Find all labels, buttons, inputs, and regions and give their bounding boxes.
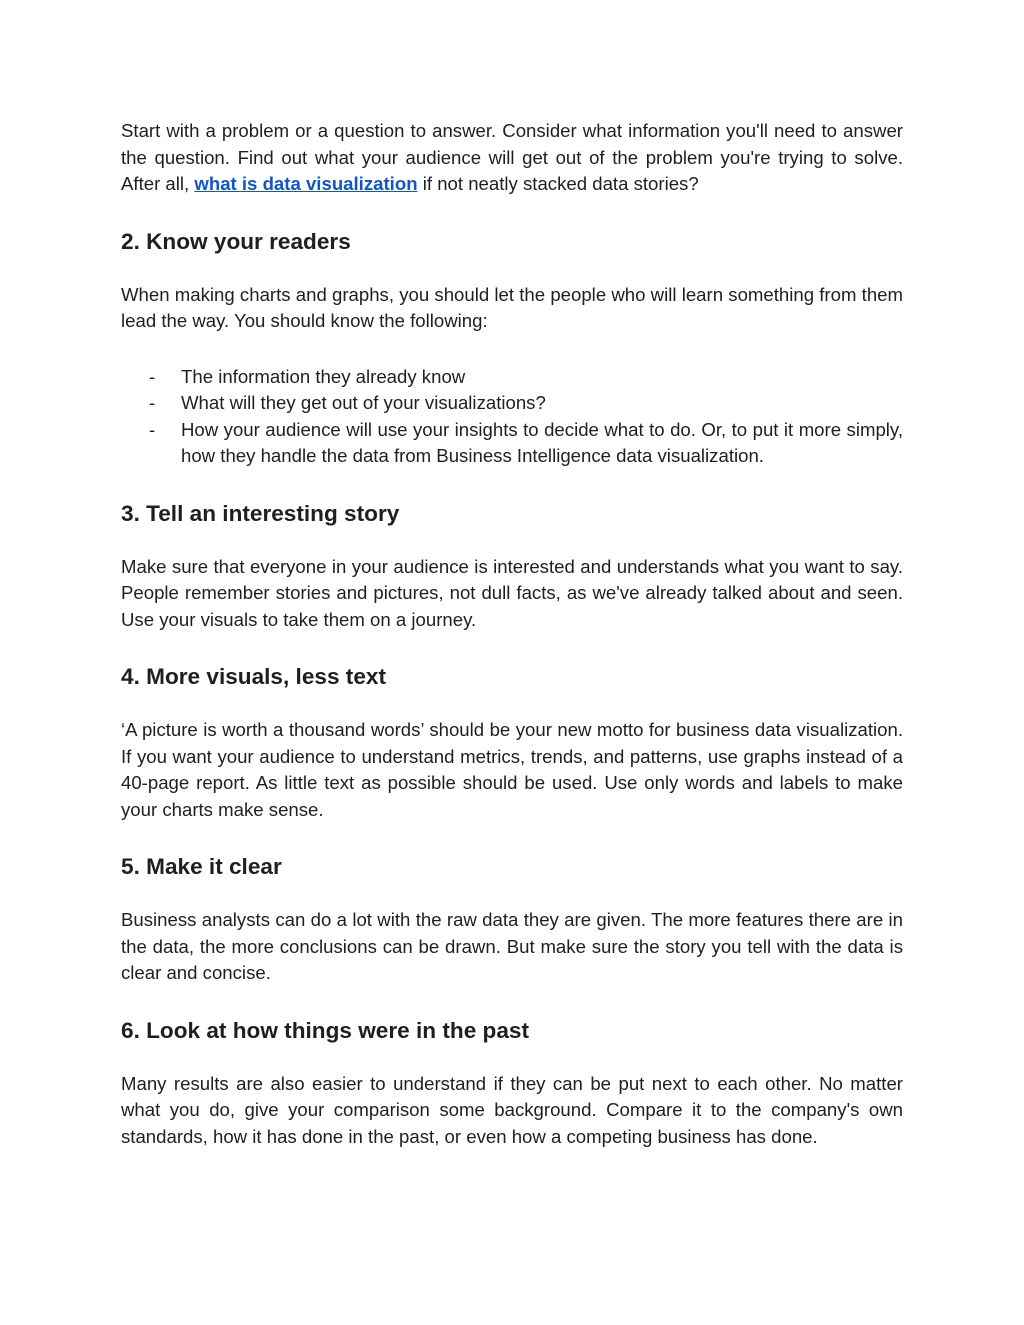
intro-text-end: if not neatly stacked data stories? [417,173,699,194]
look-at-past-paragraph: Many results are also easier to understand if they can be put next to each other. No matter what you do, give your comparison some background. Compare it to the company's own standards, how it has done in the past, or even how a competing business has done. [121,1072,903,1147]
more-visuals-paragraph: ‘A picture is worth a thousand words’ should be your new motto for business data visualization. If you want your audience to understand metrics, trends, and patterns, use graphs instead of a 40-page report. As little text as possible should be used. Use only words and labels to make your charts make sense. [121,719,903,820]
list-item-text: What will they get out of your visualizations? [181,392,546,413]
list-item [121,364,903,391]
dash-bullet: - [149,392,156,413]
heading-look-at-past: 6. Look at how things were in the past [121,1017,529,1043]
list-item-text: How your audience will use your insights to decide what to do. Or, to put it more simply, how they handle the data from Business Intelligence data visualization. [181,418,903,466]
intro-text-start: Start with a problem or a question to answer. Consider what information you'll need to answer the question. Find out what your audience will get out of the problem you're trying to solve. After all, [121,120,903,194]
heading-tell-a-story: 3. Tell an interesting story [121,500,400,526]
make-it-clear-paragraph: Business analysts can do a lot with the raw data they are given. The more features there are in the data, the more conclusions can be drawn. But make sure the story you tell with the data is clear and concise. [121,909,903,983]
readers-list [121,364,903,470]
heading-more-visuals: 4. More visuals, less text [121,664,386,689]
heading-know-your-readers: 2. Know your readers [121,228,351,254]
data-visualization-link[interactable]: what is data visualization [194,173,418,194]
dash-bullet: - [149,418,156,440]
intro-paragraph [121,118,903,198]
dash-bullet: - [149,365,156,387]
list-item-text: The information they already know [181,365,466,387]
list-item [121,417,903,470]
heading-make-it-clear: 5. Make it clear [121,854,282,879]
tell-a-story-paragraph: Make sure that everyone in your audience is interested and understands what you want to say. People remember stories and pictures, not dull facts, as we've already talked about and seen. Use your visuals to take them on a journey. [121,555,903,630]
know-your-readers-paragraph: When making charts and graphs, you should let the people who will learn something from them lead the way. You should know the following: [121,283,903,331]
list-item [121,390,903,417]
